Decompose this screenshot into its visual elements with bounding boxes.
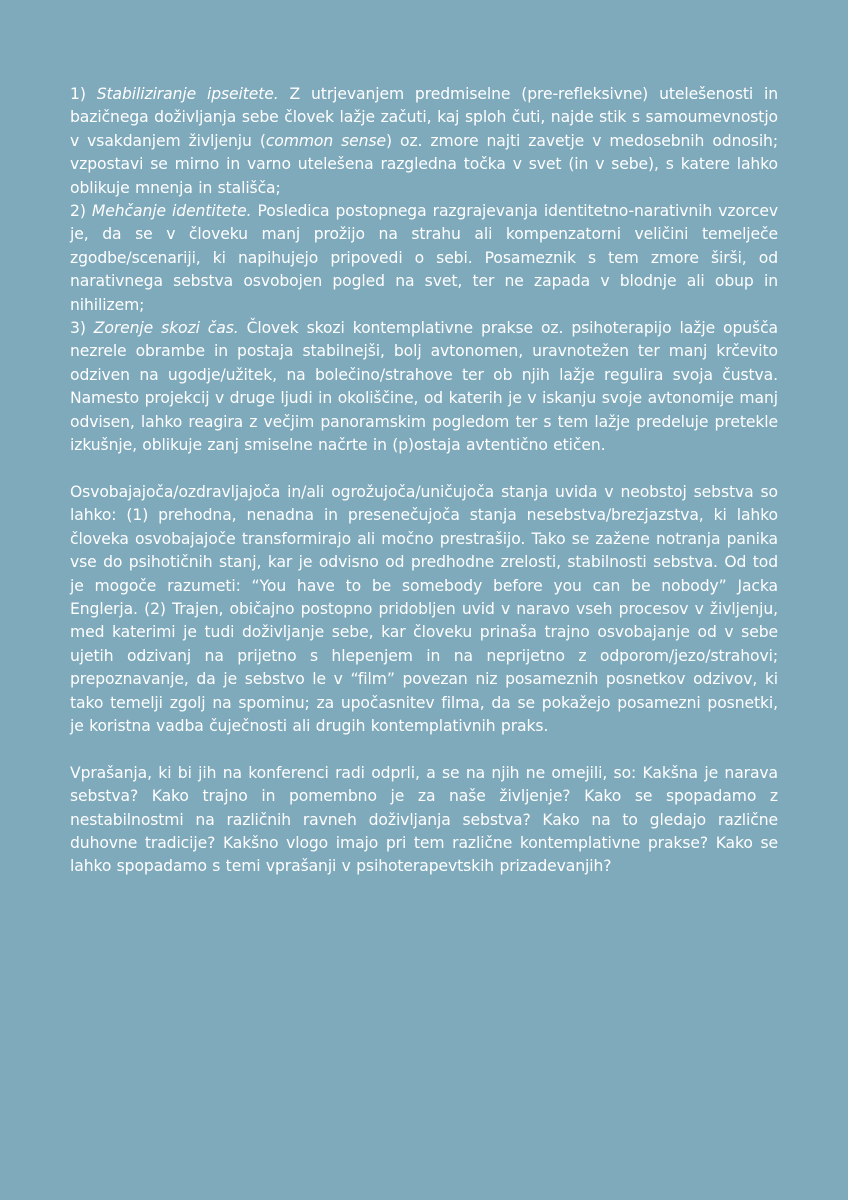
list-item-1 [70, 85, 778, 197]
paragraph-gap [70, 458, 778, 481]
list-text-1a: Z utrjevanjem predmiselne (pre-refleksivne) utelešenosti in bazičnega doživljanja sebe človek lažje začuti, kaj sploh čuti, najde stik s samoumevnostjo v vsakdanjem življenju ( [70, 85, 779, 150]
paragraph-gap [70, 738, 778, 761]
list-term-2: Mehčanje identitete. [91, 202, 252, 221]
paragraph-3: Vprašanja, ki bi jih na konferenci radi odprli, a se na njih ne omejili, so: Kakšna je narava sebstva? Kako trajno in pomembno je za naše življenje? Kako se spopadamo z nestabilnostmi na različnih ravneh doživljanja sebstva? Kako na to gledajo različne duhovne tradicije? Kakšno vlogo imajo pri tem različne kontemplativne prakse? Kako se lahko spopadamo s temi vprašanji v psihoterapevtskih prizadevanjih? [70, 763, 778, 876]
list-item-2 [70, 202, 778, 314]
list-term-1: Stabiliziranje ipseitete. [96, 85, 279, 103]
paragraph-2: Osvobajajoča/ozdravljajoča in/ali ogrožujoča/uničujoča stanja uvida v neobstoj sebstva so lahko: (1) prehodna, nenadna in presenečujoča stanja nesebstva/brezjazstva, ki lahko človeka osvobajajoče transformirajo ali močno prestrašijo. Tako se zažene notranja panika vse do psihotičnih stanj, kar je odvisno od predhodne zrelosti, stabilnosti sebstva. Od tod je mogoče razumeti: “You have to be somebody before you can be nobody” Jacka Englerja. (2) Trajen, običajno postopno pridobljen uvid v naravo vseh procesov v življenju, med katerimi je tudi doživljanje sebe, kar človeku prinaša trajno osvobajanje od v sebe ujetih odzivanj na prijetno s hlepenjem in na neprijetno z odporom/jezo/strahovi; prepoznavanje, da je sebstvo le v “film” povezan niz posameznih posnetkov odzivov, ki tako temelji zgolj na spominu; za upočasnitev filma, da se pokažejo posamezni posnetki, je koristna vadba čuječnosti ali drugih kontemplativnih praks. [70, 482, 778, 735]
list-emphasis-1: common sense [265, 131, 386, 150]
list-number-3: 3) [70, 319, 86, 338]
list-text-1b: ) oz. zmore najti zavetje v medosebnih odnosih; vzpostavi se mirno in varno utelešena razgledna točka v svet (in v sebe), s katere lahko oblikuje mnenja in stališča; [70, 131, 778, 197]
list-item-3 [70, 319, 778, 454]
numbered-list [70, 83, 778, 458]
list-term-3: Zorenje skozi čas. [93, 319, 239, 338]
list-number-2: 2) [70, 202, 86, 221]
list-text-3a: Človek skozi kontemplativne prakse oz. psihoterapijo lažje opušča nezrele obrambe in postaja stabilnejši, bolj avtonomen, uravnotežen ter manj krčevito odziven na ugodje/užitek, na bolečino/strahove ter ob njih lažje regulira svoja čustva. Namesto projekcij v druge ljudi in okoliščine, od katerih je v iskanju svoje avtonomije manj odvisen, lahko reagira z večjim panoramskim pogledom ter s tem lažje predeluje pretekle izkušnje, oblikuje zanj smiselne načrte in (p)ostaja avtentično etičen. [70, 319, 779, 455]
list-text-2a: Posledica postopnega razgrajevanja identitetno-narativnih vzorcev je, da se v človeku manj prožijo na strahu ali kompenzatorni veličini temelječe zgodbe/scenariji, ki napihujejo pripovedi o sebi. Posameznik s tem zmore širši, od narativnega sebstva osvobojen pogled na svet, ter ne zapada v blodnje ali obup in nihilizem; [70, 202, 778, 314]
list-number-1: 1) [70, 85, 86, 103]
